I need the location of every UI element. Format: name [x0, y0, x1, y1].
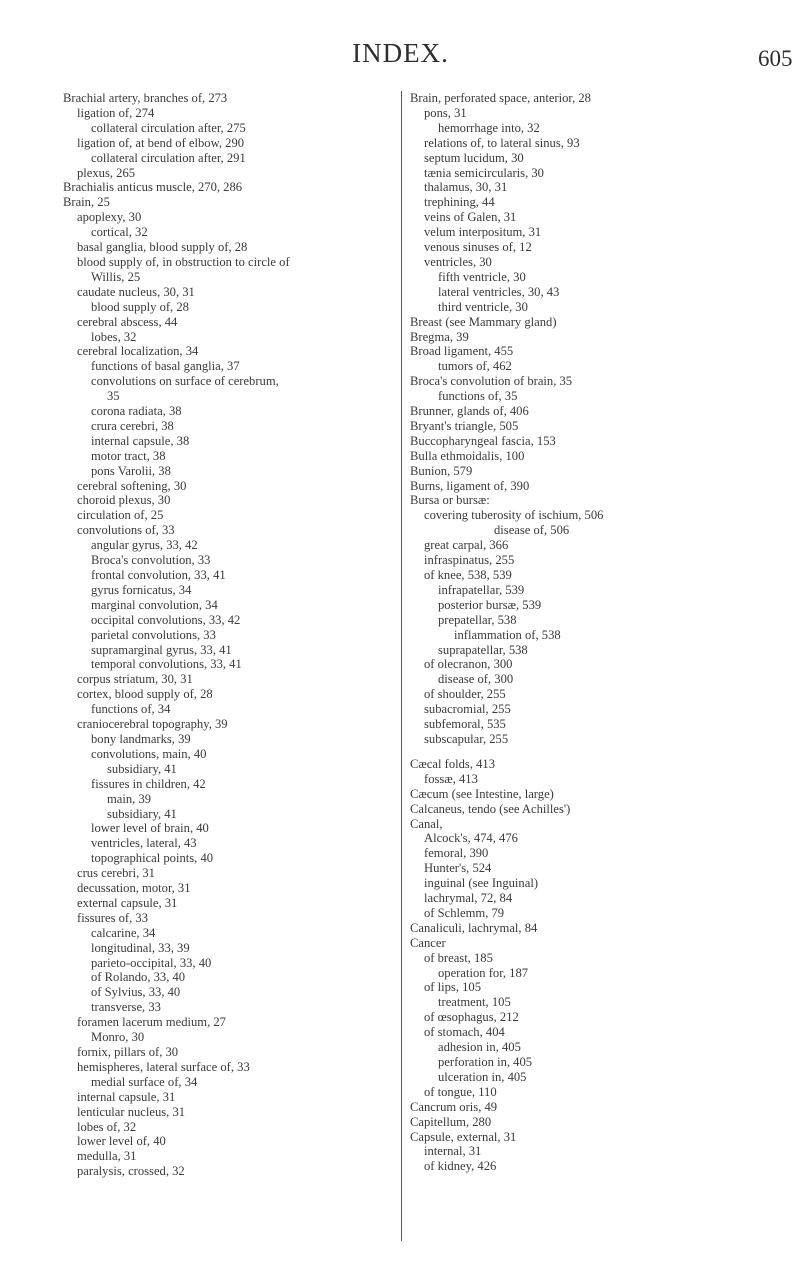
- index-entry-sub: relations of, to lateral sinus, 93: [424, 135, 580, 150]
- index-entry-main: Cancer: [410, 935, 446, 950]
- index-entry-sub: ulceration in, 405: [438, 1069, 527, 1084]
- index-entry-sub: fossæ, 413: [424, 771, 478, 786]
- index-entry-sub: hemorrhage into, 32: [438, 120, 540, 135]
- index-entry-sub: frontal convolution, 33, 41: [91, 568, 226, 582]
- section-gap: [410, 747, 790, 757]
- index-entry-main: Brachial artery, branches of, 273: [63, 91, 228, 105]
- page-number: 605: [758, 46, 793, 71]
- index-entry-sub: subacromial, 255: [424, 702, 511, 717]
- index-entry-sub: collateral circulation after, 275: [91, 120, 246, 135]
- index-entry-sub: cerebral softening, 30: [77, 478, 187, 493]
- index-entry-sub: blood supply of, 28: [91, 299, 189, 314]
- index-entry-sub: 35: [107, 389, 120, 404]
- index-entry-main: Bursa or bursæ:: [410, 493, 490, 508]
- index-entry-main: Brain, 25: [63, 195, 110, 210]
- index-entry-sub: lower level of brain, 40: [91, 821, 209, 836]
- index-entry-sub: subfemoral, 535: [424, 717, 506, 732]
- index-entry-main: Bryant's triangle, 505: [410, 418, 519, 433]
- index-entry-sub: calcarine, 34: [91, 925, 156, 940]
- index-entry-sub: of knee, 538, 539: [424, 568, 512, 582]
- index-entry-main: Capsule, external, 31: [410, 1129, 517, 1144]
- index-entry-sub: of œsophagus, 212: [424, 1010, 519, 1025]
- index-entry-sub: fissures in children, 42: [91, 776, 206, 791]
- index-entry-sub: topographical points, 40: [91, 851, 214, 866]
- index-entry-sub: treatment, 105: [438, 995, 511, 1010]
- index-entry-sub: lower level of, 40: [77, 1134, 166, 1149]
- index-entry-sub: apoplexy, 30: [77, 210, 142, 225]
- index-entry-sub: motor tract, 38: [91, 448, 166, 463]
- index-entry-sub: convolutions of, 33: [77, 523, 175, 538]
- index-entry-sub: thalamus, 30, 31: [424, 180, 508, 195]
- index-entry-sub: of breast, 185: [424, 950, 493, 965]
- index-entry-sub: venous sinuses of, 12: [424, 240, 532, 255]
- index-entry-main: Breast (see Mammary gland): [410, 314, 557, 329]
- index-entry-sub: disease of, 506: [494, 523, 570, 538]
- index-entry-sub: crus cerebri, 31: [77, 866, 155, 881]
- index-entry-main: Bregma, 39: [410, 329, 469, 344]
- index-entry-sub: gyrus fornicatus, 34: [91, 582, 192, 597]
- index-entry-sub: cortical, 32: [91, 225, 148, 240]
- page-header-title: INDEX.: [352, 38, 449, 68]
- index-entry-main: Canaliculi, lachrymal, 84: [410, 920, 538, 935]
- index-entry-sub: of tongue, 110: [424, 1084, 497, 1099]
- index-entry-sub: pons, 31: [424, 105, 467, 120]
- index-entry-sub: functions of basal ganglia, 37: [91, 359, 240, 374]
- index-entry-main: Brunner, glands of, 406: [410, 404, 529, 419]
- index-entry-main: Calcaneus, tendo (see Achilles'): [410, 801, 571, 816]
- index-entry-main: Cæcal folds, 413: [410, 756, 496, 771]
- index-entry-sub: infraspinatus, 255: [424, 553, 515, 568]
- index-entry-sub: of Schlemm, 79: [424, 905, 505, 920]
- index-entry-sub: of shoulder, 255: [424, 687, 506, 702]
- index-entry-sub: parieto-occipital, 33, 40: [91, 955, 212, 970]
- index-entry-sub: Monro, 30: [91, 1030, 145, 1045]
- index-entry-main: Canal,: [410, 816, 443, 831]
- index-entry-sub: corpus striatum, 30, 31: [77, 672, 193, 687]
- index-column-left: [63, 91, 398, 1179]
- index-entry-sub: cortex, blood supply of, 28: [77, 687, 213, 702]
- index-entry-sub: marginal convolution, 34: [91, 597, 218, 612]
- index-entry-sub: paralysis, crossed, 32: [77, 1164, 185, 1179]
- index-entry-main: Buccopharyngeal fascia, 153: [410, 433, 556, 448]
- index-entry-sub: femoral, 390: [424, 846, 489, 861]
- index-entry-sub: Broca's convolution, 33: [91, 553, 211, 568]
- index-entry-sub: subsidiary, 41: [107, 806, 177, 821]
- index-entry-sub: convolutions on surface of cerebrum,: [91, 374, 279, 389]
- index-entry-sub: circulation of, 25: [77, 508, 164, 523]
- index-entry-sub: ventricles, 30: [424, 254, 492, 269]
- index-entry-main: Capitellum, 280: [410, 1114, 492, 1129]
- index-entry-sub: lobes of, 32: [77, 1119, 137, 1134]
- index-entry-main: Cancrum oris, 49: [410, 1099, 498, 1114]
- index-entry-sub: ligation of, 274: [77, 105, 155, 120]
- index-entry-sub: ventricles, lateral, 43: [91, 836, 197, 851]
- index-entry-sub: caudate nucleus, 30, 31: [77, 284, 195, 299]
- index-entry-sub: choroid plexus, 30: [77, 493, 171, 508]
- index-entry-sub: subscapular, 255: [424, 731, 509, 746]
- index-entry-sub: medial surface of, 34: [91, 1074, 198, 1089]
- index-entry-sub: lateral ventricles, 30, 43: [438, 284, 560, 299]
- index-entry-sub: transverse, 33: [91, 1000, 161, 1015]
- index-entry-sub: operation for, 187: [438, 965, 529, 980]
- index-entry-sub: of Sylvius, 33, 40: [91, 985, 181, 1000]
- index-entry-sub: lachrymal, 72, 84: [424, 891, 513, 906]
- index-entry-sub: fornix, pillars of, 30: [77, 1045, 179, 1059]
- index-entry-sub: internal, 31: [424, 1144, 482, 1159]
- index-entry-sub: adhesion in, 405: [438, 1040, 521, 1055]
- index-entry-sub: of kidney, 426: [424, 1159, 497, 1174]
- index-entry-sub: fissures of, 33: [77, 910, 149, 925]
- index-entry-sub: angular gyrus, 33, 42: [91, 538, 198, 553]
- index-entry-sub: medulla, 31: [77, 1149, 137, 1164]
- index-entry-sub: great carpal, 366: [424, 538, 509, 553]
- index-entry-sub: longitudinal, 33, 39: [91, 940, 190, 955]
- index-entry-sub: cerebral abscess, 44: [77, 314, 178, 329]
- index-entry-sub: internal capsule, 31: [77, 1089, 176, 1104]
- index-entry-sub: plexus, 265: [77, 165, 136, 180]
- index-entry-sub: Alcock's, 474, 476: [424, 831, 518, 846]
- index-entry-sub: perforation in, 405: [438, 1055, 533, 1069]
- index-entry-sub: trephining, 44: [424, 195, 495, 210]
- index-entry-sub: third ventricle, 30: [438, 299, 528, 314]
- index-entry-sub: septum lucidum, 30: [424, 150, 524, 165]
- index-entry-sub: fifth ventricle, 30: [438, 269, 526, 284]
- index-entry-sub: of lips, 105: [424, 980, 482, 995]
- index-entry-main: Broad ligament, 455: [410, 344, 514, 359]
- index-entry-sub: lenticular nucleus, 31: [77, 1104, 186, 1119]
- index-entry-main: Brain, perforated space, anterior, 28: [410, 91, 591, 105]
- index-entry-main: Brachialis anticus muscle, 270, 286: [63, 180, 243, 195]
- index-entry-sub: temporal convolutions, 33, 41: [91, 657, 242, 672]
- index-entry-sub: basal ganglia, blood supply of, 28: [77, 240, 248, 255]
- index-entry-sub: convolutions, main, 40: [91, 746, 207, 761]
- index-entry-sub: corona radiata, 38: [91, 404, 182, 419]
- index-entry-sub: Hunter's, 524: [424, 861, 492, 876]
- index-entry-sub: bony landmarks, 39: [91, 731, 191, 746]
- index-entry-sub: of Rolando, 33, 40: [91, 970, 186, 985]
- index-entry-sub: functions of, 34: [91, 702, 171, 717]
- index-entry-sub: posterior bursæ, 539: [438, 597, 542, 612]
- index-entry-sub: cerebral localization, 34: [77, 344, 199, 359]
- index-entry-sub: craniocerebral topography, 39: [77, 717, 228, 732]
- index-entry-sub: subsidiary, 41: [107, 761, 177, 776]
- index-entry-main: Bulla ethmoidalis, 100: [410, 448, 525, 463]
- index-entry-sub: collateral circulation after, 291: [91, 150, 246, 165]
- index-entry-sub: hemispheres, lateral surface of, 33: [77, 1059, 250, 1074]
- index-entry-sub: prepatellar, 538: [438, 612, 517, 627]
- index-entry-sub: covering tuberosity of ischium, 506: [424, 508, 604, 523]
- index-entry-sub: velum interpositum, 31: [424, 225, 542, 240]
- index-entry-main: Bunion, 579: [410, 463, 473, 478]
- index-entry-sub: external capsule, 31: [77, 895, 178, 910]
- index-entry-sub: lobes, 32: [91, 329, 137, 344]
- index-entry-sub: inflammation of, 538: [454, 627, 561, 642]
- index-entry-sub: pons Varolii, 38: [91, 463, 171, 478]
- index-entry-sub: tænia semicircularis, 30: [424, 165, 544, 180]
- index-entry-sub: infrapatellar, 539: [438, 582, 525, 597]
- index-entry-sub: inguinal (see Inguinal): [424, 876, 539, 891]
- index-entry-sub: crura cerebri, 38: [91, 418, 174, 433]
- index-entry-sub: ligation of, at bend of elbow, 290: [77, 135, 245, 150]
- index-entry-sub: internal capsule, 38: [91, 433, 190, 448]
- index-entry-sub: foramen lacerum medium, 27: [77, 1015, 226, 1030]
- index-entry-sub: of olecranon, 300: [424, 657, 513, 672]
- index-entry-main: Broca's convolution of brain, 35: [410, 374, 573, 389]
- index-entry-sub: suprapatellar, 538: [438, 642, 528, 657]
- index-entry-sub: parietal convolutions, 33: [91, 627, 216, 642]
- index-column-right: [401, 91, 790, 1241]
- index-entry-sub: main, 39: [107, 791, 152, 806]
- index-entry-main: Burns, ligament of, 390: [410, 478, 530, 493]
- index-entry-sub: occipital convolutions, 33, 42: [91, 612, 241, 627]
- index-entry-sub: of stomach, 404: [424, 1025, 505, 1040]
- index-entry-sub: supramarginal gyrus, 33, 41: [91, 642, 232, 657]
- index-entry-sub: Willis, 25: [91, 269, 141, 284]
- index-entry-sub: functions of, 35: [438, 389, 518, 404]
- index-entry-sub: decussation, motor, 31: [77, 881, 191, 896]
- index-entry-sub: veins of Galen, 31: [424, 210, 517, 225]
- index-entry-main: Cæcum (see Intestine, large): [410, 786, 554, 801]
- index-entry-sub: blood supply of, in obstruction to circle of: [77, 254, 290, 269]
- index-entry-sub: disease of, 300: [438, 672, 514, 687]
- index-entry-sub: tumors of, 462: [438, 359, 512, 374]
